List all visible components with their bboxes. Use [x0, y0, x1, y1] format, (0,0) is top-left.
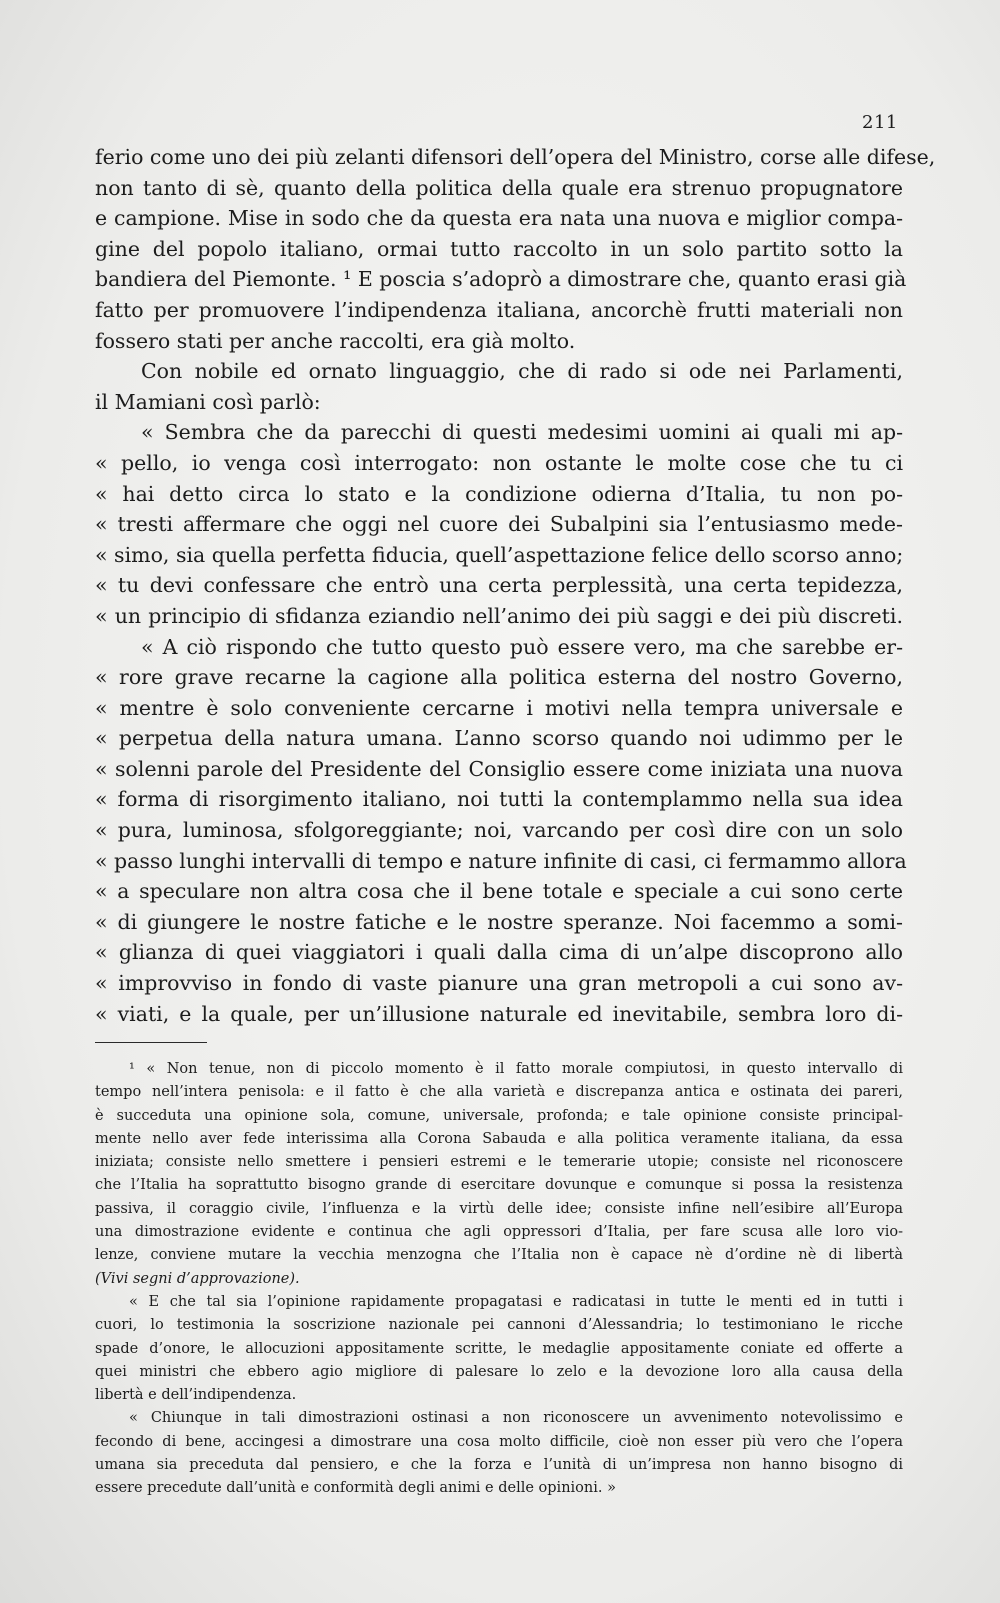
footnote-line: fecondo di bene, accingesi a dimostrare una cosa molto difficile, cioè non esser più vero che l’opera: [95, 1433, 903, 1450]
quote-line: « solenni parole del Presidente del Consiglio essere come iniziata una nuova: [95, 756, 903, 781]
footnote-line: è succeduta una opinione sola, comune, universale, profonda; e tale opinione consiste principal-: [95, 1107, 903, 1124]
quote-line: « passo lunghi intervalli di tempo e nature infinite di casi, ci fermammo allora: [95, 848, 907, 873]
footnote-line: mente nello aver fede interissima alla Corona Sabauda e alla politica veramente italiana, da essa: [95, 1130, 903, 1147]
quote-line: « rore grave recarne la cagione alla politica esterna del nostro Governo,: [95, 665, 903, 690]
body-line: non tanto di sè, quanto della politica della quale era strenuo propugnatore: [95, 175, 903, 200]
footnote-line: che l’Italia ha soprattutto bisogno grande di esercitare dovunque e comunque si possa la resistenza: [95, 1177, 903, 1194]
footnote-line: « E che tal sia l’opinione rapidamente propagatasi e radicatasi in tutte le menti ed in tutti i: [129, 1293, 903, 1310]
footnote-line: libertà e dell’indipendenza.: [95, 1387, 297, 1404]
quote-line: « hai detto circa lo stato e la condizione odierna d’Italia, tu non po-: [95, 481, 903, 506]
footnote-line: « Chiunque in tali dimostrazioni ostinasi a non riconoscere un avvenimento notevolissimo e: [129, 1410, 903, 1427]
quote-line: « viati, e la quale, per un’illusione naturale ed inevitabile, sembra loro di-: [95, 1001, 903, 1026]
body-line: il Mamiani così parlò:: [95, 389, 321, 414]
quote-line: « a speculare non altra cosa che il bene totale e speciale a cui sono certe: [95, 879, 903, 904]
page-number: 211: [862, 112, 898, 133]
quote-line: « improvviso in fondo di vaste pianure una gran metropoli a cui sono av-: [95, 971, 903, 996]
body-line: fatto per promuovere l’indipendenza italiana, ancorchè frutti materiali non: [95, 297, 903, 322]
body-line: e campione. Mise in sodo che da questa era nata una nuova e miglior compa-: [95, 206, 903, 231]
footnote-line: (Vivi segni d’approvazione).: [95, 1270, 300, 1287]
footnote-separator: [95, 1042, 207, 1043]
quote-line: « pura, luminosa, sfolgoreggiante; noi, varcando per così dire con un solo: [95, 818, 903, 843]
body-text: [95, 142, 936, 1029]
footnote-line: lenze, conviene mutare la vecchia menzogna che l’Italia non è capace nè d’ordine nè di libertà: [95, 1247, 903, 1264]
body-line: gine del popolo italiano, ormai tutto raccolto in un solo partito sotto la: [95, 236, 903, 261]
quote-line: « tu devi confessare che entrò una certa perplessità, una certa tepidezza,: [95, 573, 903, 598]
body-line: fossero stati per anche raccolti, era già molto.: [95, 328, 576, 353]
body-line: bandiera del Piemonte. ¹ E poscia s’adoprò a dimostrare che, quanto erasi già: [95, 267, 907, 292]
footnote-line: tempo nell’intera penisola: e il fatto è che alla varietà e discrepanza antica e ostinata dei pareri,: [95, 1084, 903, 1101]
footnote-line: passiva, il coraggio civile, l’influenza e la virtù delle idee; consiste infine nell’esibire all’Europa: [95, 1200, 903, 1217]
footnote-line: umana sia preceduta dal pensiero, e che la forza e l’unità di un’impresa non hanno bisogno di: [95, 1457, 903, 1474]
footnotes: [95, 1058, 903, 1501]
footnote-line: cuori, lo testimonia la soscrizione nazionale pei cannoni d’Alessandria; lo testimoniano le ricche: [95, 1317, 903, 1334]
quote-line: « un principio di sfidanza eziandio nell’animo dei più saggi e dei più discreti.: [95, 603, 903, 628]
quote-line: « glianza di quei viaggiatori i quali dalla cima di un’alpe discoprono allo: [95, 940, 903, 965]
quote-line: « A ciò rispondo che tutto questo può essere vero, ma che sarebbe er-: [141, 634, 903, 659]
quote-line: « mentre è solo conveniente cercarne i motivi nella tempra universale e: [95, 695, 903, 720]
body-line: ferio come uno dei più zelanti difensori dell’opera del Ministro, corse alle difese,: [95, 145, 936, 169]
footnote-line: essere precedute dall’unità e conformità degli animi e delle opinioni. »: [95, 1480, 616, 1497]
quote-line: « simo, sia quella perfetta fiducia, quell’aspettazione felice dello scorso anno;: [95, 542, 904, 567]
quote-line: « perpetua della natura umana. L’anno scorso quando noi udimmo per le: [95, 726, 903, 751]
quote-line: « pello, io venga così interrogato: non ostante le molte cose che tu ci: [95, 450, 903, 475]
footnote-line: quei ministri che ebbero agio migliore di palesare lo zelo e la devozione loro alla causa della: [95, 1363, 903, 1380]
footnote-line: iniziata; consiste nello smettere i pensieri estremi e le temerarie utopie; consiste nel riconoscere: [95, 1154, 903, 1171]
quote-line: « tresti affermare che oggi nel cuore dei Subalpini sia l’entusiasmo mede-: [95, 512, 903, 537]
quote-line: « Sembra che da parecchi di questi medesimi uomini ai quali mi ap-: [141, 420, 903, 445]
footnote-line: ¹ « Non tenue, non di piccolo momento è il fatto morale compiutosi, in questo intervallo di: [129, 1061, 903, 1077]
quote-line: « di giungere le nostre fatiche e le nostre speranze. Noi facemmo a somi-: [95, 909, 903, 934]
quote-line: « forma di risorgimento italiano, noi tutti la contemplammo nella sua idea: [95, 787, 903, 812]
footnote-line: una dimostrazione evidente e continua che agli oppressori d’Italia, per fare scusa alle loro vio-: [95, 1224, 903, 1241]
footnote-line: spade d’onore, le allocuzioni appositamente scritte, le medaglie appositamente coniate ed offerte a: [95, 1340, 903, 1357]
body-line: Con nobile ed ornato linguaggio, che di rado si ode nei Parlamenti,: [141, 359, 903, 384]
